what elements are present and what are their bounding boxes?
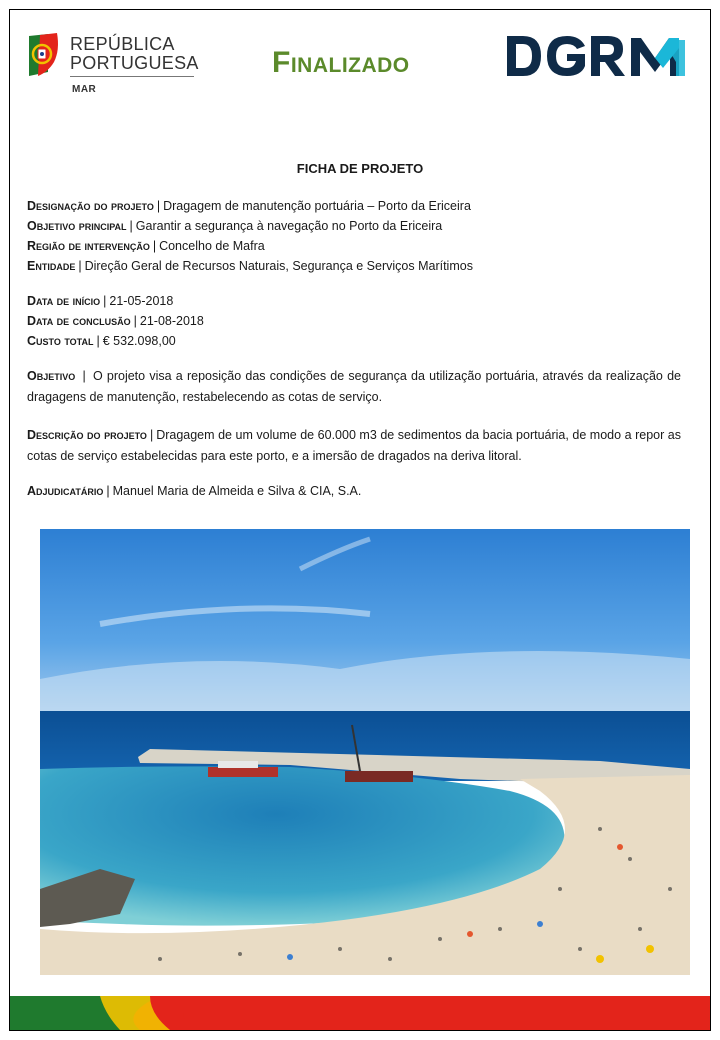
field-label: Região de intervenção (27, 239, 150, 253)
beach-photo (40, 529, 690, 975)
gov-ministry: MAR (72, 84, 97, 95)
portuguese-flag-emblem-icon (26, 32, 60, 78)
field-label: Designação do projeto (27, 199, 154, 213)
field-label: Data de início (27, 294, 101, 308)
field-entidade: Entidade | Direção Geral de Recursos Naturais, Segurança e Serviços Marítimos (27, 259, 473, 273)
field-designacao: Designação do projeto | Dragagem de manutenção portuária – Porto da Ericeira (27, 199, 471, 213)
footer-flag-graphic (10, 996, 710, 1030)
gov-name (70, 35, 199, 73)
field-data-inicio: Data de início | 21-05-2018 (27, 294, 174, 308)
field-label: Entidade (27, 259, 76, 273)
document-title: FICHA DE PROJETO (296, 161, 424, 176)
descricao-label: Descrição do projeto (27, 428, 147, 442)
field-value: Direção Geral de Recursos Naturais, Segurança e Serviços Marítimos (84, 259, 473, 273)
field-value: Garantir a segurança à navegação no Porto da Ericeira (135, 219, 443, 233)
dgrm-logo-mark (505, 32, 695, 82)
field-value: 21-05-2018 (109, 294, 174, 308)
field-label: Custo total (27, 334, 94, 348)
objetivo-paragraph: Objetivo | O projeto visa a reposição das condições de segurança da utilização portuária, através da realização de dragagens de manutenção, restabelecendo as cotas de serviço. (27, 369, 681, 404)
ericeira-port-illustration (40, 529, 690, 975)
field-label: Data de conclusão (27, 314, 131, 328)
field-value: Dragagem de manutenção portuária – Porto da Ericeira (163, 199, 471, 213)
descricao-text: Dragagem de um volume de 60.000 m3 de sedimentos da bacia portuária, de modo a repor as cotas de serviço estabelecidas para este porto, e a imersão de dragados na deriva litoral. (27, 428, 681, 463)
field-value: 21-08-2018 (139, 314, 204, 328)
field-adjudicatario: Adjudicatário | Manuel Maria de Almeida e Silva & CIA, S.A. (27, 484, 362, 498)
objetivo-text: O projeto visa a reposição das condições de segurança da utilização portuária, através da realização de dragagens de manutenção, restabelecendo as cotas de serviço. (27, 369, 681, 404)
republica-portuguesa-logo (26, 32, 201, 102)
field-value: Manuel Maria de Almeida e Silva & CIA, S.A. (112, 484, 362, 498)
field-value: Concelho de Mafra (159, 239, 265, 253)
dgrm-logo (505, 32, 695, 82)
field-custo-total: Custo total | € 532.098,00 (27, 334, 176, 348)
field-label: Adjudicatário (27, 484, 104, 498)
field-label: Objetivo principal (27, 219, 127, 233)
field-regiao: Região de intervenção | Concelho de Mafra (27, 239, 265, 253)
descricao-paragraph: Descrição do projeto | Dragagem de um volume de 60.000 m3 de sedimentos da bacia portuária, de modo a repor as cotas de serviço estabelecidas para este porto, e a imersão de dragados na deriva litoral. (27, 428, 681, 463)
footer-flag-bar (10, 996, 710, 1030)
field-value: € 532.098,00 (102, 334, 176, 348)
status-title: Finalizado (272, 46, 410, 79)
gov-divider (70, 76, 194, 77)
objetivo-label: Objetivo (27, 369, 76, 383)
field-objetivo-principal: Objetivo principal | Garantir a segurança à navegação no Porto da Ericeira (27, 219, 443, 233)
gov-name-line2: PORTUGUESA (70, 53, 199, 73)
gov-name-line1: REPÚBLICA (70, 34, 175, 54)
field-data-conclusao: Data de conclusão | 21-08-2018 (27, 314, 204, 328)
